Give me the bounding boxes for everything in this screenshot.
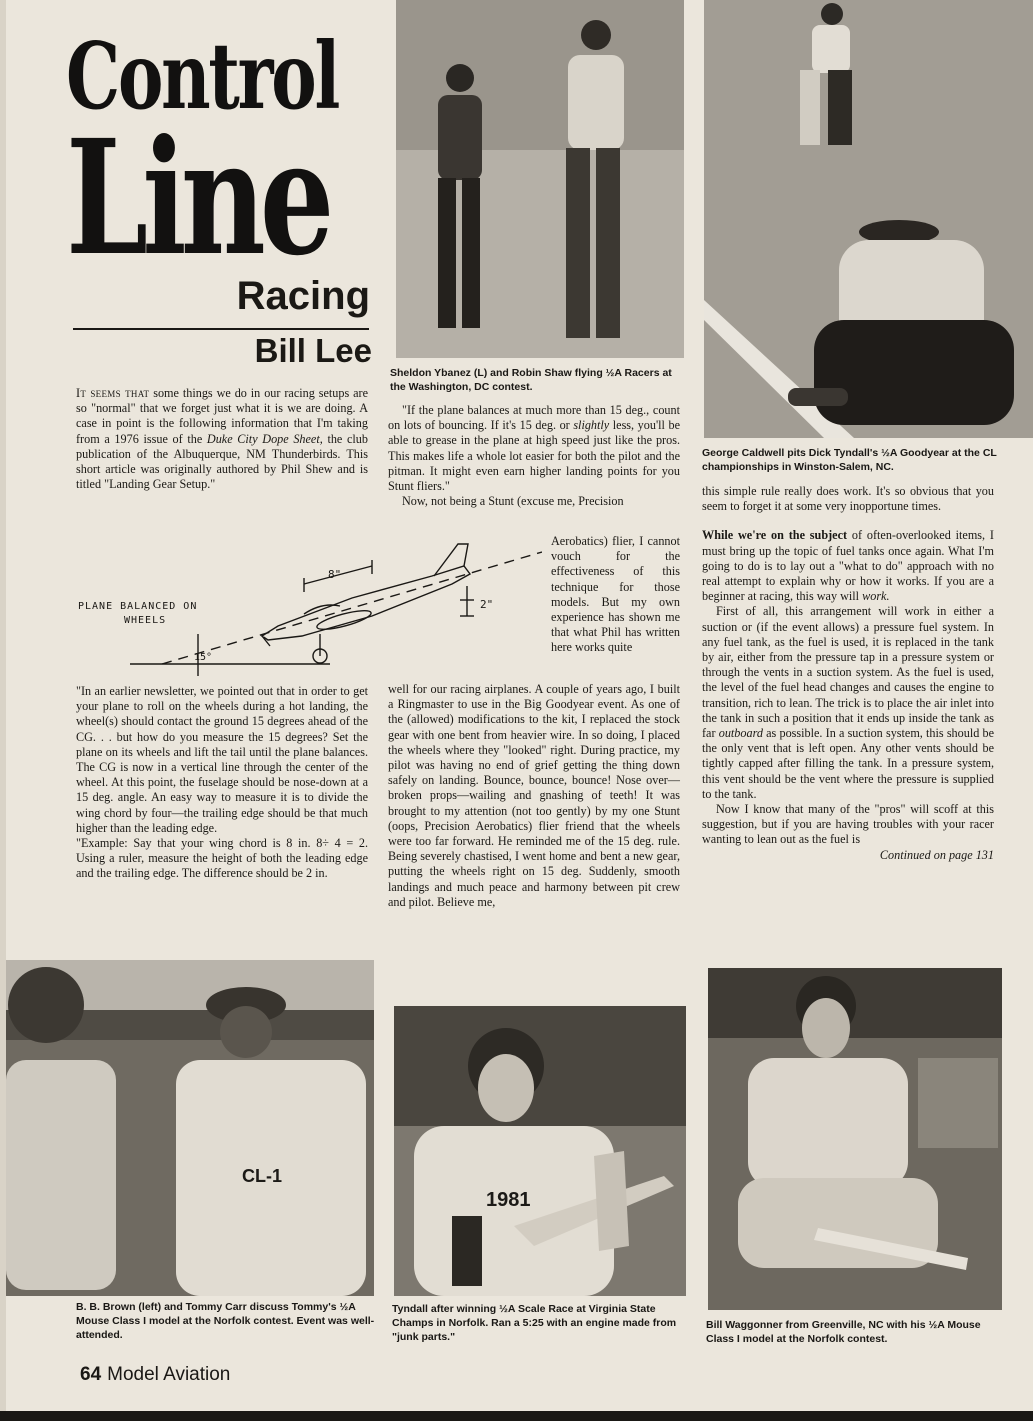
col3-p4: Now I know that many of the "pros" will scoff at this suggestion, but if you are having troubles with your racer wanting to lean out as the fuel is xyxy=(702,802,994,847)
col3-p3-emphasis: outboard xyxy=(718,726,763,741)
title-racing: Racing xyxy=(236,274,370,318)
col1-bottom-p2: "Example: Say that your wing chord is 8 in. 8÷ 4 = 2. Using a ruler, measure the height of both the leading edge and the trailing edge. The difference should be 2 in. xyxy=(76,836,368,881)
article-col2-wrap: Aerobatics) flier, I cannot vouch for the effectiveness of this technique for those models. But my own experience has shown me that what Phil has written here works quite xyxy=(551,534,680,655)
publication-name: Duke City Dope Sheet, xyxy=(206,431,323,446)
caption-bottom-left: B. B. Brown (left) and Tommy Carr discuss Tommy's ½A Mouse Class I model at the Norfolk contest. Event was well-attended. xyxy=(76,1301,375,1341)
shirt-logo-text: CL-1 xyxy=(242,1166,282,1186)
author-byline: Bill Lee xyxy=(254,332,372,369)
title-rule xyxy=(73,328,369,330)
photo-top-right xyxy=(704,0,1033,438)
col2-p1-emphasis: slightly xyxy=(573,418,610,433)
col2-p1-a: "If the plane balances at much more than 15 deg., count on lots of bouncing. If it's 15 deg. or xyxy=(388,403,680,433)
caption-top-middle: Sheldon Ybanez (L) and Robin Shaw flying ½A Racers at the Washington, DC contest. xyxy=(390,367,672,393)
photo-bottom-right xyxy=(708,968,1002,1310)
col3-p3-b: as possible. In a suction system, this should be the only vent that is left open. Any other vents should be tightly capped after filling the tank. In a pressure system, this vent should be the vent where the pressure is supplied to the tank. xyxy=(702,726,995,801)
article-col2-bottom: well for our racing airplanes. A couple of years ago, I built a Ringmaster to use in the Big Goodyear event. As one of the (allowed) modifications to the kit, I replaced the stock gear with one bent from heavier wire. In so doing, I placed the wheels where they "looked" right. During practice, my pilot was having no end of grief getting the thing down safely on landing. Bounce, bounce, bounce! Nose over—broken props—wailing and gnashing of teeth! It was brought to my attention (not too gently) by my one Stunt (oops, Precision Aerobatics) flier friend that the wheels were too far forward. He reminded me of the 15 deg. rule. Being severely chastised, I went home and bent a new gear, putting the wheels right on 15 deg. Suddenly, smooth landings and much peace and harmony between pit crew and pilot. Believe me, xyxy=(388,682,680,909)
col3-p2-a: of often-overlooked items, I must bring up the topic of fuel tanks once again. What I'm going to do is to lay out a "what to do" approach with no real attempt to explain why or how it works. If you are a beginner at racing, this way will xyxy=(702,528,994,604)
article-col1-bottom xyxy=(76,684,368,882)
photo-waggonner-image xyxy=(708,968,1002,1310)
diagram-dim-length: 8" xyxy=(328,568,342,581)
col2-p1-b: less, you'll be able to grease in the plane at high speed just like the pros. This makes life a whole lot easier for both the pilot and the pitman. It might even earn higher landing points for you Stunt fliers." xyxy=(388,418,680,494)
photo-bottom-left xyxy=(6,960,374,1296)
article-col2-top xyxy=(388,403,680,509)
photo-bottom-middle xyxy=(394,1006,686,1296)
continued-note: Continued on page 131 xyxy=(879,847,994,862)
photo-top-middle xyxy=(396,0,684,358)
title-line: Line xyxy=(66,106,329,291)
article-col1-p1-text: some things we do in our racing setups are so "normal" that we forget just what it is we are doing. A case in point is the following information that I'm taking from a 1976 issue of the xyxy=(76,386,368,446)
col3-p3-a: First of all, this arrangement will work in either a suction or (if the event allows) a pressure fuel system. In any fuel tank, as the fuel is used, it is replaced in the tank by air, either from the pressure tap in a pressure system or through the vents in a suction system. As the fuel is used, the level of the fuel head changes and causes the engine to transition, rich to lean. The trick is to place the air inlet into the tank in such a position that it ends up inside the tank as far xyxy=(702,604,994,741)
col3-p2-emphasis: work. xyxy=(862,589,890,604)
article-col3 xyxy=(702,484,994,863)
caption-bottom-right: Bill Waggonner from Greenville, NC with his ½A Mouse Class I model at the Norfolk contest. xyxy=(706,1319,981,1345)
caption-top-right: George Caldwell pits Dick Tyndall's ½A Goodyear at the CL championships in Winston-Salem, NC. xyxy=(702,447,997,473)
article-col1-top xyxy=(76,386,368,492)
shirt-year-text: 1981 xyxy=(486,1189,531,1211)
title-control: Control xyxy=(66,22,339,130)
page-number: 64 xyxy=(80,1364,102,1385)
col2-p2: Now, not being a Stunt (excuse me, Precision xyxy=(402,494,624,509)
diagram-dim-height: 2" xyxy=(480,598,494,611)
col3-subhead: While we're on the subject xyxy=(702,528,848,543)
photo-racers-image xyxy=(396,0,684,358)
page-bottom-edge xyxy=(0,1411,1033,1421)
article-col1-p1-end: the club publication of the Albuquerque, NM Thunderbirds. This short article was originally authored by Phil Shew and is titled "Landing Gear Setup." xyxy=(76,431,368,492)
landing-gear-diagram xyxy=(72,536,542,676)
page-footer xyxy=(80,1365,230,1384)
photo-tyndall-image xyxy=(394,1006,686,1296)
col1-bottom-p1: "In an earlier newsletter, we pointed out that in order to get your plane to roll on the wheels during a hot landing, the wheel(s) should contact the ground 15 degrees ahead of the CG. . . but how do you measure the 15 degrees? Set the plane on its wheels and lift the tail until the plane balances. The CG is now in a vertical line through the center of the wheel. At this point, the fuselage should be nose-down at a 15 deg. angle. An easy way to measure it is to divide the wing chord by four—the trailing edge should be that much higher than the leading edge. xyxy=(76,684,368,835)
diagram-label-line1: PLANE BALANCED ON xyxy=(78,601,198,612)
magazine-name: Model Aviation xyxy=(107,1364,231,1385)
caption-bottom-middle: Tyndall after winning ½A Scale Race at Virginia State Champs in Norfolk. Ran a 5:25 with an engine made from "junk parts." xyxy=(392,1303,677,1343)
photo-pitting-image xyxy=(704,0,1033,438)
diagram-label-line2: WHEELS xyxy=(124,615,167,626)
article-lead-in: It seems that xyxy=(76,386,150,400)
diagram-angle: 15° xyxy=(194,652,213,663)
col3-p1: this simple rule really does work. It's so obvious that you seem to forget it at some very inopportune times. xyxy=(702,484,994,514)
photo-brown-carr-image xyxy=(6,960,374,1296)
